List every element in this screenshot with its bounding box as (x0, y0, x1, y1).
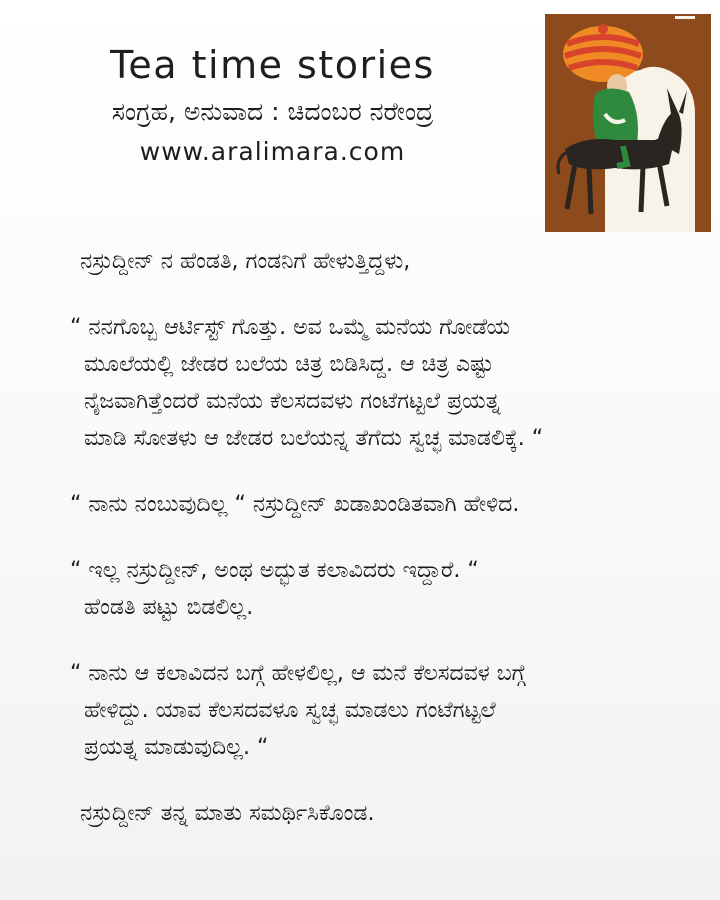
story-line: ನೈಜವಾಗಿತ್ತೆಂದರೆ ಮನೆಯ ಕೆಲಸದವಳು ಗಂಟೆಗಟ್ಟಲೆ ಪ್ರಯತ್ನ (84, 389, 501, 414)
robe-shape (593, 88, 638, 146)
story-paragraph-3 (70, 486, 670, 523)
story-line: ಪ್ರಯತ್ನ ಮಾಡುವುದಿಲ್ಲ. “ (84, 735, 269, 760)
story-line: ಮಾಡಿ ಸೋತಳು ಆ ಜೇಡರ ಬಲೆಯನ್ನ ತೆಗೆದು ಸ್ವಚ್ಛ ಮಾಡಲಿಕ್ಕೆ. “ (84, 426, 544, 451)
website-link[interactable]: www.aralimara.com (139, 137, 406, 166)
page-title: Tea time stories (110, 43, 435, 87)
story-paragraph-1 (70, 243, 670, 280)
story-paragraph-6 (70, 795, 670, 832)
page-subtitle: ಸಂಗ್ರಹ, ಅನುವಾದ : ಚಿದಂಬರ ನರೇಂದ್ರ (111, 97, 434, 126)
story-line: ಮೂಲೆಯಲ್ಲಿ ಜೇಡರ ಬಲೆಯ ಚಿತ್ರ ಬಿಡಿಸಿದ್ದ. ಆ ಚಿತ್ರ ಎಷ್ಟು (84, 352, 494, 377)
story-line: ಹೇಳಿದ್ದು. ಯಾವ ಕೆಲಸದವಳೂ ಸ್ವಚ್ಛ ಮಾಡಲು ಗಂಟೆಗಟ್ಟಲೆ (84, 698, 496, 723)
story-line: “ ನನಗೊಬ್ಬ ಆರ್ಟಿಸ್ಟ್ ಗೊತ್ತು. ಅವ ಒಮ್ಮೆ ಮನೆಯ ಗೋಡೆಯ (70, 315, 511, 340)
story-line: “ ಇಲ್ಲ ನಸ್ರುದ್ದೀನ್, ಅಂಥ ಅದ್ಭುತ ಕಲಾವಿದರು ಇದ್ದಾರೆ. “ (70, 558, 479, 583)
story-paragraph-4 (70, 552, 670, 626)
nasruddin-on-donkey-icon (545, 14, 711, 232)
nasruddin-illustration (545, 14, 711, 232)
story-body (70, 243, 670, 861)
story-paragraph-2 (70, 309, 670, 457)
story-line: “ ನಾನು ನಂಬುವುದಿಲ್ಲ “ ನಸ್ರುದ್ದೀನ್ ಖಡಾಖಂಡಿತವಾಗಿ ಹೇಳಿದ. (70, 492, 520, 517)
page-header (40, 40, 505, 172)
story-line: “ ನಾನು ಆ ಕಲಾವಿದನ ಬಗ್ಗೆ ಹೇಳಲಿಲ್ಲ, ಆ ಮನೆ ಕೆಲಸದವಳ ಬಗ್ಗೆ (70, 661, 526, 686)
story-line: ನಸ್ರುದ್ದೀನ್ ನ ಹೆಂಡತಿ, ಗಂಡನಿಗೆ ಹೇಳುತ್ತಿದ್ದಳು, (80, 249, 411, 274)
story-line: ನಸ್ರುದ್ದೀನ್ ತನ್ನ ಮಾತು ಸಮರ್ಥಿಸಿಕೊಂಡ. (80, 801, 375, 826)
story-paragraph-5 (70, 655, 670, 766)
story-line: ಹೆಂಡತಿ ಪಟ್ಟು ಬಿಡಲಿಲ್ಲ. (84, 595, 254, 620)
